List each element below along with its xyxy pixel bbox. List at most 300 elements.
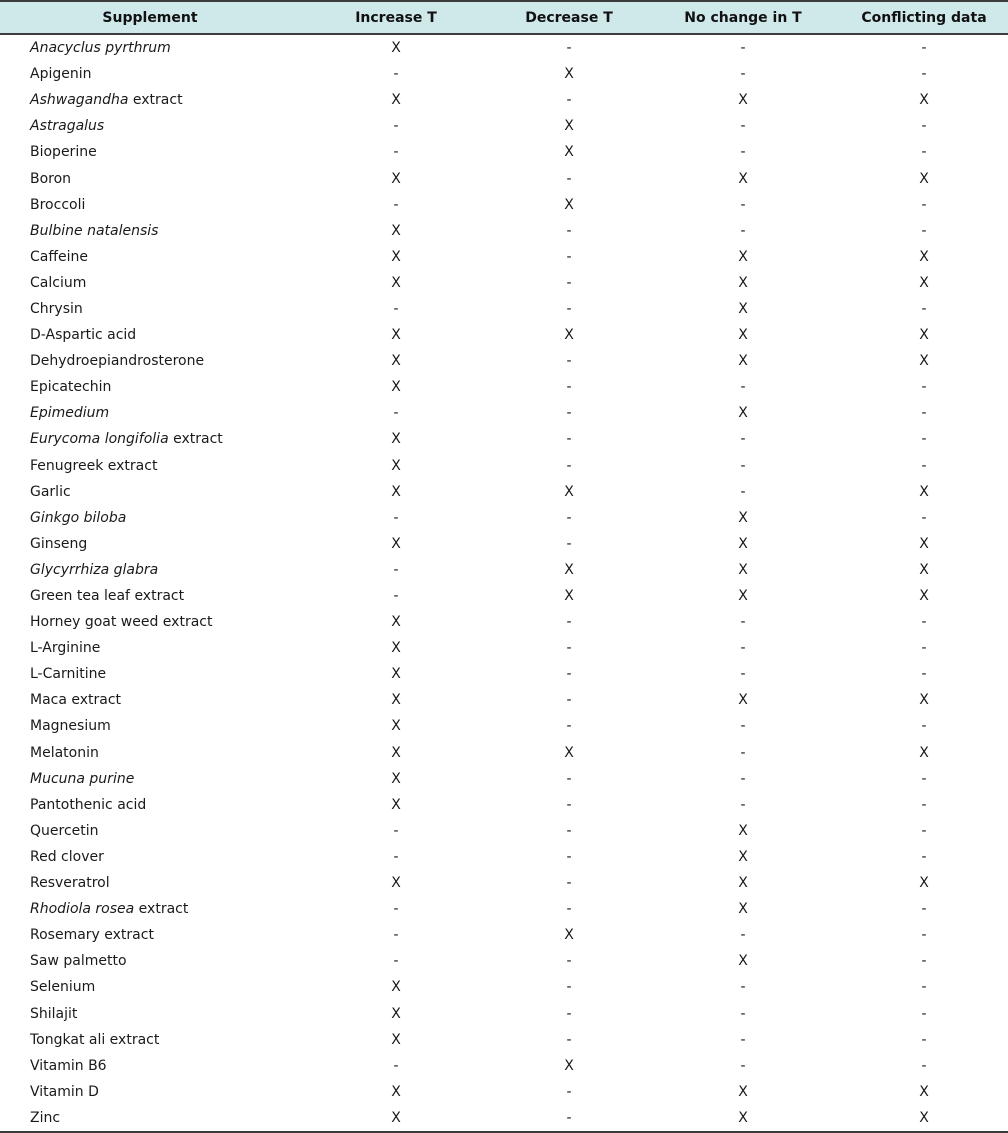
no-change-t-cell: - [740, 222, 746, 239]
supplement-name-cell [0, 661, 300, 687]
supplement-name-suffix: extract [134, 901, 189, 918]
table-row [0, 139, 1008, 165]
supplement-name: Maca extract [30, 692, 122, 709]
decrease-t-cell: - [566, 901, 572, 918]
supplement-name: Garlic [30, 483, 71, 500]
no-change-t-cell: X [738, 901, 748, 918]
increase-t-cell: X [391, 979, 401, 996]
supplement-name: Rhodiola rosea [30, 901, 135, 918]
conflicting-data-cell: X [919, 353, 929, 370]
supplement-name: Selenium [30, 979, 96, 996]
increase-t-cell: X [391, 457, 401, 474]
header-decrease-t: Decrease T [492, 1, 646, 34]
supplement-name-cell [0, 583, 300, 609]
supplement-name: L-Carnitine [30, 666, 107, 683]
supplement-name: Ginseng [30, 535, 88, 552]
table-row [0, 818, 1008, 844]
table-row [0, 531, 1008, 557]
conflicting-data-cell: X [919, 483, 929, 500]
supplement-name-cell [0, 34, 300, 61]
no-change-t-cell: X [738, 588, 748, 605]
decrease-t-cell: - [566, 509, 572, 526]
no-change-t-cell: X [738, 170, 748, 187]
decrease-t-cell: X [564, 588, 574, 605]
conflicting-data-cell: - [921, 222, 927, 239]
supplement-name: Broccoli [30, 196, 86, 213]
increase-t-cell: X [391, 718, 401, 735]
table-row [0, 244, 1008, 270]
conflicting-data-cell: - [921, 66, 927, 83]
supplement-name-cell [0, 948, 300, 974]
increase-t-cell: X [391, 353, 401, 370]
supplement-name-cell [0, 113, 300, 139]
supplement-name: Pantothenic acid [30, 796, 147, 813]
supplement-name: Fenugreek extract [30, 457, 158, 474]
supplement-name: Magnesium [30, 718, 111, 735]
conflicting-data-cell: - [921, 431, 927, 448]
supplement-name: Resveratrol [30, 875, 110, 892]
supplement-name-cell [0, 374, 300, 400]
supplement-name-cell [0, 270, 300, 296]
conflicting-data-cell: - [921, 457, 927, 474]
no-change-t-cell: - [740, 744, 746, 761]
supplement-name: Vitamin D [30, 1083, 99, 1100]
supplement-name: D-Aspartic acid [30, 327, 137, 344]
increase-t-cell: - [393, 1057, 399, 1074]
conflicting-data-cell: - [921, 901, 927, 918]
no-change-t-cell: X [738, 327, 748, 344]
supplement-name-cell [0, 192, 300, 218]
decrease-t-cell: X [564, 744, 574, 761]
supplement-name: Saw palmetto [30, 953, 127, 970]
supplement-name-cell [0, 635, 300, 661]
table-row [0, 713, 1008, 739]
supplement-name-cell [0, 531, 300, 557]
supplement-name-cell [0, 165, 300, 191]
increase-t-cell: X [391, 770, 401, 787]
table-row [0, 165, 1008, 191]
conflicting-data-cell: - [921, 196, 927, 213]
no-change-t-cell: - [740, 431, 746, 448]
supplement-name: L-Arginine [30, 640, 101, 657]
conflicting-data-cell: - [921, 640, 927, 657]
table-row [0, 87, 1008, 113]
increase-t-cell: X [391, 1083, 401, 1100]
decrease-t-cell: - [566, 979, 572, 996]
header-no-change-t: No change in T [646, 1, 840, 34]
table-row [0, 270, 1008, 296]
table-row [0, 635, 1008, 661]
supplement-name: Calcium [30, 274, 87, 291]
no-change-t-cell: X [738, 692, 748, 709]
supplement-name: Vitamin B6 [30, 1057, 107, 1074]
no-change-t-cell: - [740, 1005, 746, 1022]
no-change-t-cell: - [740, 40, 746, 57]
decrease-t-cell: - [566, 692, 572, 709]
no-change-t-cell: - [740, 796, 746, 813]
no-change-t-cell: X [738, 561, 748, 578]
supplement-name-cell [0, 87, 300, 113]
supplement-name-cell [0, 766, 300, 792]
increase-t-cell: - [393, 196, 399, 213]
no-change-t-cell: - [740, 614, 746, 631]
increase-t-cell: X [391, 92, 401, 109]
supplement-name-cell [0, 557, 300, 583]
conflicting-data-cell: - [921, 770, 927, 787]
increase-t-cell: - [393, 848, 399, 865]
supplement-name-cell [0, 1053, 300, 1079]
no-change-t-cell: X [738, 274, 748, 291]
no-change-t-cell: - [740, 144, 746, 161]
table-row [0, 687, 1008, 713]
decrease-t-cell: - [566, 718, 572, 735]
table-row [0, 766, 1008, 792]
increase-t-cell: X [391, 170, 401, 187]
decrease-t-cell: - [566, 170, 572, 187]
table-row [0, 348, 1008, 374]
table-row [0, 1105, 1008, 1132]
supplement-name-cell [0, 609, 300, 635]
conflicting-data-cell: X [919, 875, 929, 892]
increase-t-cell: X [391, 875, 401, 892]
decrease-t-cell: - [566, 614, 572, 631]
table-row [0, 453, 1008, 479]
no-change-t-cell: - [740, 979, 746, 996]
increase-t-cell: - [393, 588, 399, 605]
supplement-name: Bulbine natalensis [30, 222, 159, 239]
supplement-name-suffix: extract [168, 431, 223, 448]
supplement-name-cell [0, 139, 300, 165]
supplement-name: Red clover [30, 848, 104, 865]
increase-t-cell: X [391, 1031, 401, 1048]
no-change-t-cell: - [740, 379, 746, 396]
conflicting-data-cell: X [919, 327, 929, 344]
supplement-name: Melatonin [30, 744, 99, 761]
decrease-t-cell: - [566, 300, 572, 317]
supplement-name: Green tea leaf extract [30, 588, 185, 605]
no-change-t-cell: X [738, 848, 748, 865]
increase-t-cell: - [393, 405, 399, 422]
conflicting-data-cell: X [919, 274, 929, 291]
no-change-t-cell: X [738, 822, 748, 839]
supplement-name-cell [0, 870, 300, 896]
supplement-name-cell [0, 974, 300, 1000]
supplement-name-cell [0, 922, 300, 948]
no-change-t-cell: - [740, 66, 746, 83]
decrease-t-cell: X [564, 1057, 574, 1074]
increase-t-cell: - [393, 953, 399, 970]
decrease-t-cell: - [566, 822, 572, 839]
table-row [0, 426, 1008, 452]
decrease-t-cell: - [566, 640, 572, 657]
conflicting-data-cell: X [840, 1105, 1008, 1132]
table-row [0, 34, 1008, 61]
decrease-t-cell: X [564, 927, 574, 944]
header-supplement: Supplement [0, 1, 300, 34]
no-change-t-cell: X [738, 300, 748, 317]
increase-t-cell: X [391, 483, 401, 500]
table-row [0, 1027, 1008, 1053]
table-row [0, 948, 1008, 974]
decrease-t-cell: X [564, 66, 574, 83]
table-row [0, 322, 1008, 348]
supplement-name: Anacyclus pyrthrum [30, 40, 171, 57]
increase-t-cell: X [391, 692, 401, 709]
increase-t-cell: X [391, 431, 401, 448]
table-row [0, 61, 1008, 87]
conflicting-data-cell: X [919, 92, 929, 109]
no-change-t-cell: - [740, 1031, 746, 1048]
supplement-name-cell [0, 400, 300, 426]
increase-t-cell: - [393, 822, 399, 839]
decrease-t-cell: - [566, 770, 572, 787]
decrease-t-cell: - [566, 457, 572, 474]
supplement-name: Zinc [30, 1109, 61, 1126]
increase-t-cell: - [393, 509, 399, 526]
conflicting-data-cell: - [921, 379, 927, 396]
decrease-t-cell: - [566, 353, 572, 370]
table-row [0, 296, 1008, 322]
conflicting-data-cell: - [921, 405, 927, 422]
increase-t-cell: X [391, 666, 401, 683]
decrease-t-cell: - [566, 405, 572, 422]
decrease-t-cell: - [566, 535, 572, 552]
supplement-name-cell [0, 1027, 300, 1053]
supplement-name: Epimedium [30, 405, 110, 422]
decrease-t-cell: - [566, 796, 572, 813]
table-row [0, 192, 1008, 218]
decrease-t-cell: X [564, 483, 574, 500]
no-change-t-cell: - [740, 770, 746, 787]
decrease-t-cell: X [564, 144, 574, 161]
increase-t-cell: X [391, 274, 401, 291]
no-change-t-cell: - [740, 927, 746, 944]
supplement-name: Dehydroepiandrosterone [30, 353, 205, 370]
supplement-name: Mucuna purine [30, 770, 135, 787]
increase-t-cell: X [391, 327, 401, 344]
decrease-t-cell: - [566, 40, 572, 57]
decrease-t-cell: - [566, 379, 572, 396]
increase-t-cell: X [300, 1105, 492, 1132]
conflicting-data-cell: - [921, 40, 927, 57]
table-row [0, 740, 1008, 766]
supplement-name: Shilajit [30, 1005, 78, 1022]
supplement-name-cell [0, 244, 300, 270]
increase-t-cell: X [391, 744, 401, 761]
supplement-name-cell [0, 1000, 300, 1026]
conflicting-data-cell: X [919, 248, 929, 265]
conflicting-data-cell: X [919, 535, 929, 552]
supplement-name-cell [0, 453, 300, 479]
supplement-name-cell [0, 792, 300, 818]
supplement-name: Astragalus [30, 118, 105, 135]
supplement-name-cell [0, 1079, 300, 1105]
supplement-name: Rosemary extract [30, 927, 154, 944]
supplement-name-cell [0, 844, 300, 870]
no-change-t-cell: - [740, 1057, 746, 1074]
supplement-name: Bioperine [30, 144, 97, 161]
table-row [0, 400, 1008, 426]
increase-t-cell: - [393, 118, 399, 135]
table-row [0, 1053, 1008, 1079]
no-change-t-cell: X [738, 92, 748, 109]
conflicting-data-cell: - [921, 300, 927, 317]
no-change-t-cell: X [738, 509, 748, 526]
supplement-name: Tongkat ali extract [30, 1031, 160, 1048]
supplement-name: Glycyrrhiza glabra [30, 561, 159, 578]
no-change-t-cell: - [740, 196, 746, 213]
no-change-t-cell: - [740, 718, 746, 735]
table-row [0, 583, 1008, 609]
table-row [0, 479, 1008, 505]
decrease-t-cell: - [566, 953, 572, 970]
conflicting-data-cell: - [921, 614, 927, 631]
increase-t-cell: X [391, 222, 401, 239]
no-change-t-cell: X [738, 248, 748, 265]
conflicting-data-cell: - [921, 118, 927, 135]
supplement-name-cell [0, 348, 300, 374]
no-change-t-cell: X [738, 875, 748, 892]
supplement-name: Chrysin [30, 300, 83, 317]
increase-t-cell: X [391, 614, 401, 631]
supplement-name-cell [0, 296, 300, 322]
decrease-t-cell: - [566, 274, 572, 291]
supplement-name-cell [0, 505, 300, 531]
decrease-t-cell: - [492, 1105, 646, 1132]
supplement-name: Eurycoma longifolia [30, 431, 169, 448]
no-change-t-cell: - [740, 118, 746, 135]
supplement-name-suffix: extract [128, 92, 183, 109]
conflicting-data-cell: X [919, 561, 929, 578]
supplement-name: Ginkgo biloba [30, 509, 127, 526]
decrease-t-cell: X [564, 561, 574, 578]
supplement-name-cell [0, 1105, 300, 1132]
conflicting-data-cell: - [921, 509, 927, 526]
conflicting-data-cell: - [921, 848, 927, 865]
supplement-name: Caffeine [30, 248, 88, 265]
table-row [0, 557, 1008, 583]
conflicting-data-cell: - [921, 822, 927, 839]
supplement-name-cell [0, 218, 300, 244]
header-increase-t: Increase T [300, 1, 492, 34]
decrease-t-cell: - [566, 92, 572, 109]
table-row [0, 113, 1008, 139]
table-row [0, 844, 1008, 870]
conflicting-data-cell: - [921, 144, 927, 161]
increase-t-cell: - [393, 561, 399, 578]
no-change-t-cell: - [740, 640, 746, 657]
decrease-t-cell: - [566, 848, 572, 865]
table-row [0, 974, 1008, 1000]
increase-t-cell: - [393, 927, 399, 944]
conflicting-data-cell: X [919, 1083, 929, 1100]
increase-t-cell: - [393, 901, 399, 918]
decrease-t-cell: - [566, 875, 572, 892]
table-row [0, 1000, 1008, 1026]
supplement-name: Ashwagandha [30, 92, 129, 109]
increase-t-cell: - [393, 144, 399, 161]
table-header [0, 1, 1008, 34]
decrease-t-cell: - [566, 666, 572, 683]
supplement-name-cell [0, 426, 300, 452]
header-conflicting-data: Conflicting data [840, 1, 1008, 34]
conflicting-data-cell: - [921, 1057, 927, 1074]
table-row [0, 896, 1008, 922]
increase-t-cell: X [391, 796, 401, 813]
decrease-t-cell: X [564, 196, 574, 213]
increase-t-cell: X [391, 248, 401, 265]
increase-t-cell: X [391, 40, 401, 57]
conflicting-data-cell: - [921, 927, 927, 944]
conflicting-data-cell: - [921, 979, 927, 996]
increase-t-cell: X [391, 535, 401, 552]
table-row [0, 922, 1008, 948]
increase-t-cell: - [393, 300, 399, 317]
decrease-t-cell: - [566, 222, 572, 239]
table-row [0, 609, 1008, 635]
supplement-name-cell [0, 896, 300, 922]
decrease-t-cell: - [566, 1005, 572, 1022]
conflicting-data-cell: - [921, 1031, 927, 1048]
conflicting-data-cell: - [921, 796, 927, 813]
no-change-t-cell: X [738, 1083, 748, 1100]
supplement-name-cell [0, 322, 300, 348]
supplement-name-cell [0, 818, 300, 844]
conflicting-data-cell: X [919, 170, 929, 187]
decrease-t-cell: - [566, 248, 572, 265]
conflicting-data-cell: - [921, 1005, 927, 1022]
conflicting-data-cell: X [919, 692, 929, 709]
table-row [0, 374, 1008, 400]
no-change-t-cell: - [740, 483, 746, 500]
table-row [0, 1079, 1008, 1105]
table-row [0, 792, 1008, 818]
conflicting-data-cell: - [921, 953, 927, 970]
supplement-name: Horney goat weed extract [30, 614, 213, 631]
conflicting-data-cell: - [921, 666, 927, 683]
decrease-t-cell: X [564, 327, 574, 344]
increase-t-cell: X [391, 1005, 401, 1022]
no-change-t-cell: X [738, 353, 748, 370]
supplement-name: Boron [30, 170, 72, 187]
supplement-name-cell [0, 740, 300, 766]
supplement-name: Quercetin [30, 822, 99, 839]
table-row [0, 218, 1008, 244]
increase-t-cell: - [393, 66, 399, 83]
supplement-name-cell [0, 479, 300, 505]
table-body [0, 34, 1008, 1132]
no-change-t-cell: X [738, 535, 748, 552]
decrease-t-cell: X [564, 118, 574, 135]
decrease-t-cell: - [566, 1031, 572, 1048]
decrease-t-cell: - [566, 431, 572, 448]
no-change-t-cell: X [738, 405, 748, 422]
no-change-t-cell: X [646, 1105, 840, 1132]
no-change-t-cell: - [740, 457, 746, 474]
header-row [0, 1, 1008, 34]
conflicting-data-cell: X [919, 588, 929, 605]
supplement-name: Epicatechin [30, 379, 112, 396]
conflicting-data-cell: - [921, 718, 927, 735]
supplement-name: Apigenin [30, 66, 92, 83]
table-row [0, 505, 1008, 531]
increase-t-cell: X [391, 640, 401, 657]
table-row [0, 870, 1008, 896]
table-row [0, 661, 1008, 687]
no-change-t-cell: - [740, 666, 746, 683]
supplement-name-cell [0, 687, 300, 713]
decrease-t-cell: - [566, 1083, 572, 1100]
